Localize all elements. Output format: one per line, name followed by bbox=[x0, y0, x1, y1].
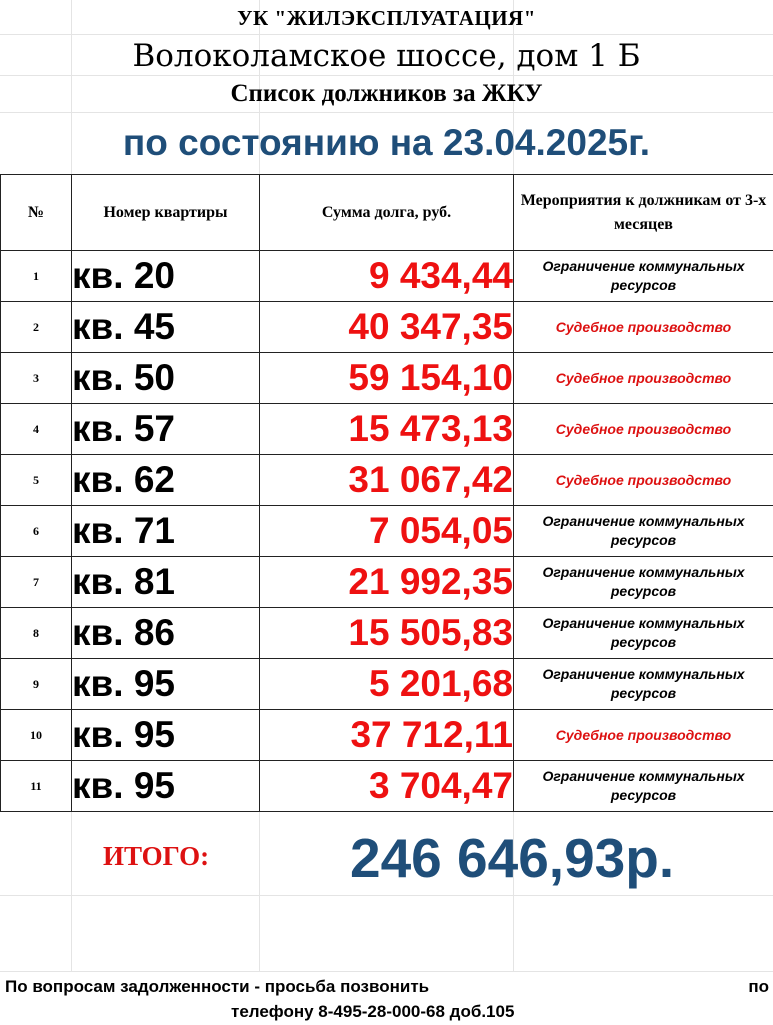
debt-amount: 15 505,83 bbox=[260, 608, 514, 659]
column-header-amount: Сумма долга, руб. bbox=[260, 175, 514, 251]
debt-amount: 15 473,13 bbox=[260, 404, 514, 455]
table-header-row bbox=[1, 175, 773, 251]
row-number: 1 bbox=[1, 251, 72, 302]
table-row bbox=[1, 506, 773, 557]
debtors-table bbox=[0, 174, 773, 812]
as-of-date: по состоянию на 23.04.2025г. bbox=[0, 122, 773, 164]
building-address: Волоколамское шоссе, дом 1 Б bbox=[0, 38, 773, 74]
apartment-number: кв. 57 bbox=[72, 404, 260, 455]
debt-measure: Судебное производство bbox=[514, 302, 773, 353]
column-header-number: № bbox=[1, 175, 72, 251]
footer-text-line1-end: по bbox=[748, 977, 769, 997]
row-number: 8 bbox=[1, 608, 72, 659]
footer-phone-line: телефону 8-495-28-000-68 доб.105 bbox=[231, 1002, 514, 1022]
row-number: 3 bbox=[1, 353, 72, 404]
row-number: 5 bbox=[1, 455, 72, 506]
gridline bbox=[0, 895, 773, 896]
column-header-measures: Мероприятия к должникам от 3-х месяцев bbox=[514, 175, 773, 251]
debt-amount: 3 704,47 bbox=[260, 761, 514, 812]
footer-contact bbox=[0, 971, 773, 1025]
row-number: 2 bbox=[1, 302, 72, 353]
apartment-number: кв. 20 bbox=[72, 251, 260, 302]
apartment-number: кв. 95 bbox=[72, 761, 260, 812]
debt-measure: Судебное производство bbox=[514, 455, 773, 506]
row-number: 10 bbox=[1, 710, 72, 761]
debt-amount: 5 201,68 bbox=[260, 659, 514, 710]
apartment-number: кв. 95 bbox=[72, 710, 260, 761]
gridline bbox=[0, 75, 773, 76]
row-number: 4 bbox=[1, 404, 72, 455]
debt-measure: Ограничение коммунальных ресурсов bbox=[514, 608, 773, 659]
debt-amount: 37 712,11 bbox=[260, 710, 514, 761]
table-row bbox=[1, 455, 773, 506]
apartment-number: кв. 71 bbox=[72, 506, 260, 557]
debt-amount: 21 992,35 bbox=[260, 557, 514, 608]
debt-amount: 40 347,35 bbox=[260, 302, 514, 353]
table-row bbox=[1, 710, 773, 761]
debt-amount: 7 054,05 bbox=[260, 506, 514, 557]
table-row bbox=[1, 302, 773, 353]
debt-measure: Ограничение коммунальных ресурсов bbox=[514, 659, 773, 710]
debt-measure: Ограничение коммунальных ресурсов bbox=[514, 761, 773, 812]
apartment-number: кв. 81 bbox=[72, 557, 260, 608]
debt-measure: Ограничение коммунальных ресурсов bbox=[514, 251, 773, 302]
row-number: 7 bbox=[1, 557, 72, 608]
company-name: УК "ЖИЛЭКСПЛУАТАЦИЯ" bbox=[0, 6, 773, 31]
debt-measure: Судебное производство bbox=[514, 404, 773, 455]
gridline bbox=[0, 112, 773, 113]
debt-measure: Судебное производство bbox=[514, 353, 773, 404]
apartment-number: кв. 95 bbox=[72, 659, 260, 710]
table-row bbox=[1, 557, 773, 608]
debt-amount: 59 154,10 bbox=[260, 353, 514, 404]
table-row bbox=[1, 761, 773, 812]
debt-amount: 9 434,44 bbox=[260, 251, 514, 302]
row-number: 6 bbox=[1, 506, 72, 557]
apartment-number: кв. 50 bbox=[72, 353, 260, 404]
footer-text-line1: По вопросам задолженности - просьба позвонить bbox=[5, 977, 429, 997]
apartment-number: кв. 62 bbox=[72, 455, 260, 506]
apartment-number: кв. 45 bbox=[72, 302, 260, 353]
debt-measure: Ограничение коммунальных ресурсов bbox=[514, 506, 773, 557]
total-amount: 246 646,93р. bbox=[350, 826, 674, 890]
debt-amount: 31 067,42 bbox=[260, 455, 514, 506]
gridline bbox=[0, 34, 773, 35]
apartment-number: кв. 86 bbox=[72, 608, 260, 659]
debt-measure: Судебное производство bbox=[514, 710, 773, 761]
table-row bbox=[1, 251, 773, 302]
table-row bbox=[1, 659, 773, 710]
row-number: 11 bbox=[1, 761, 72, 812]
table-row bbox=[1, 608, 773, 659]
row-number: 9 bbox=[1, 659, 72, 710]
list-subtitle: Список должников за ЖКУ bbox=[0, 80, 773, 108]
total-label: ИТОГО: bbox=[103, 841, 209, 872]
table-row bbox=[1, 404, 773, 455]
column-header-apartment: Номер квартиры bbox=[72, 175, 260, 251]
debt-measure: Ограничение коммунальных ресурсов bbox=[514, 557, 773, 608]
table-row bbox=[1, 353, 773, 404]
